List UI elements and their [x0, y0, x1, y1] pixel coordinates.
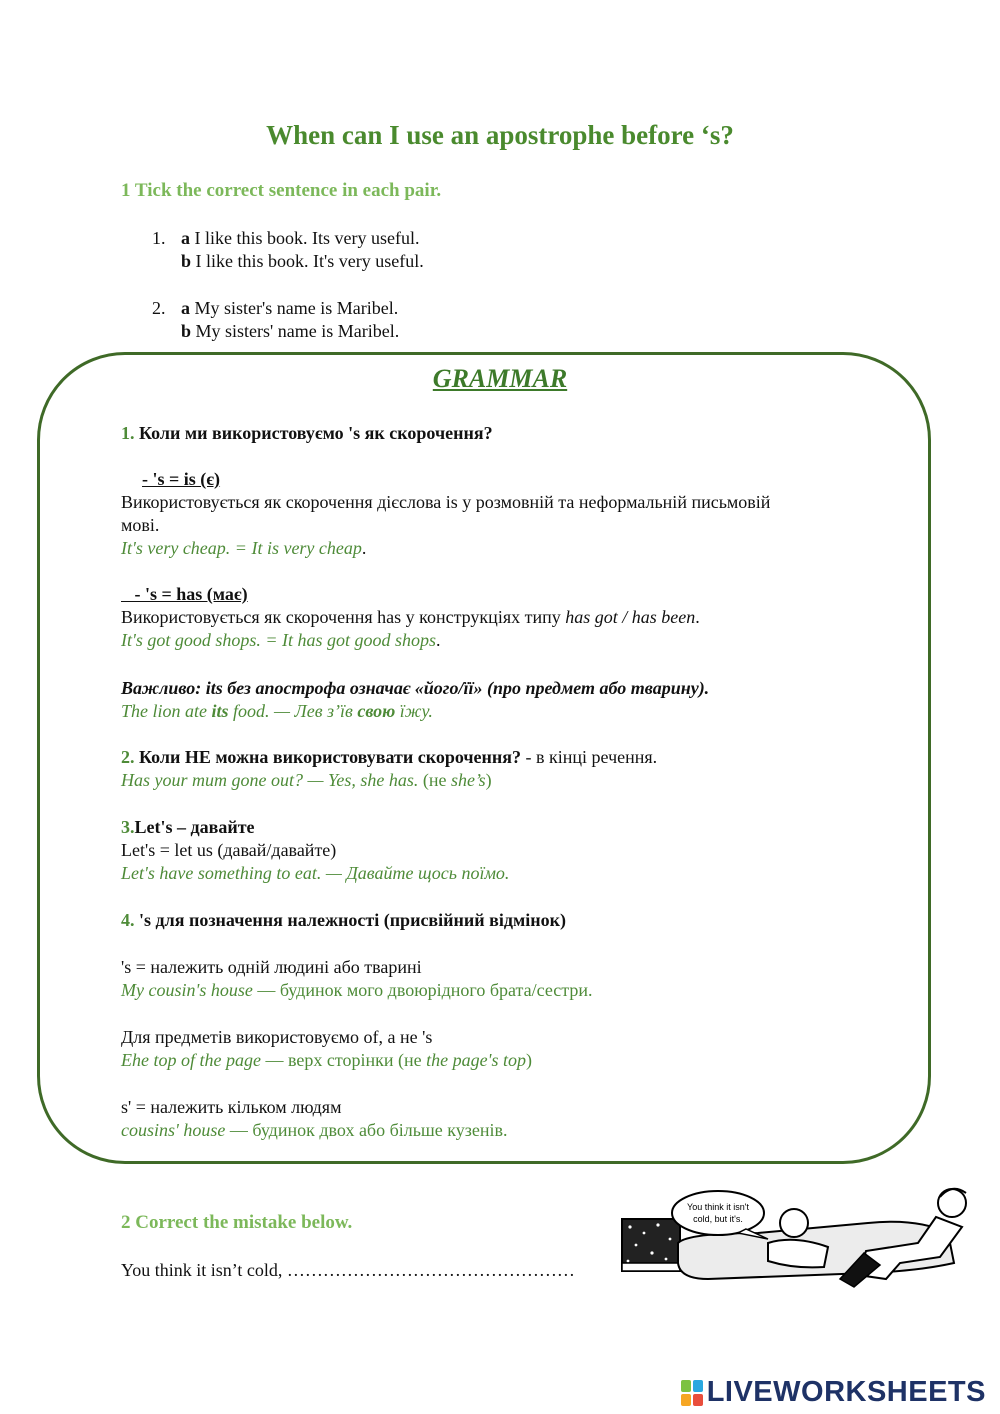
liveworksheets-logo — [681, 1376, 986, 1409]
option-letter: a — [181, 228, 190, 248]
example-part: Ehe top of the page — [121, 1050, 261, 1070]
option-text: My sisters' name is Maribel. — [191, 321, 400, 341]
possessive-rule-2: Для предметів використовуємо of, а не 's — [121, 1027, 433, 1047]
task1-item-1-option-a[interactable] — [181, 227, 419, 250]
section-number: 4. — [121, 910, 135, 930]
grammar-section-4-heading — [121, 909, 566, 932]
example-part: — будинок двох або більше кузенів. — [225, 1120, 508, 1140]
example-part: she’s — [450, 770, 486, 790]
task1-item-2-option-a[interactable] — [181, 297, 398, 320]
speech-bubble — [672, 1191, 764, 1235]
is-explanation-line2: мові. — [121, 515, 160, 535]
section-title: Коли НЕ можна використовувати скорочення? — [134, 747, 522, 767]
task1-item-2-number: 2. — [152, 298, 166, 318]
its-example-part: The lion ate — [121, 701, 212, 721]
lets-explanation: Let's = let us (давай/давайте) — [121, 840, 337, 860]
its-example — [121, 700, 433, 723]
subheading-is: - 's = is (є) — [142, 469, 221, 489]
section-number: 3. — [121, 817, 135, 837]
task2-sentence[interactable]: You think it isn’t cold, ………………………………………… — [121, 1260, 575, 1280]
person-left-head — [780, 1209, 808, 1237]
example-part: Has your mum gone out? — Yes, she has. — [121, 770, 419, 790]
grammar-section-1-heading — [121, 422, 493, 445]
person-right-head — [938, 1189, 966, 1217]
task2-heading: 2 Correct the mistake below. — [121, 1212, 353, 1233]
is-explanation-line1: Використовується як скорочення дієслова is у розмовній та неформальній письмовій — [121, 492, 771, 512]
its-example-part: food. — Лев з’їв — [228, 701, 358, 721]
example-part: (не — [418, 770, 451, 790]
example-part: the page's top — [426, 1050, 526, 1070]
section-tail: - в кінці речення. — [521, 747, 658, 767]
section-title: Let's – давайте — [134, 817, 255, 837]
section-number: 1. — [121, 423, 135, 443]
task1-item-1-number: 1. — [152, 228, 166, 248]
subheading-has — [121, 583, 248, 606]
has-example: It's got good shops. = It has got good shops. — [121, 630, 441, 650]
has-explanation: Використовується як скорочення has у конструкціях типу has got / has been. — [121, 607, 700, 627]
possessive-example-3 — [121, 1119, 508, 1142]
is-example: It's very cheap. = It is very cheap. — [121, 538, 367, 558]
page-title: When can I use an apostrophe before ‘s? — [266, 120, 734, 150]
task1-item-1-option-b[interactable] — [181, 250, 424, 273]
logo-text: LIVEWORKSHEETS — [706, 1376, 986, 1408]
example-part: — верх сторінки (не — [260, 1050, 427, 1070]
example-text: It's very cheap. = It is very cheap — [121, 538, 362, 558]
subheading-has-text: - 's = has (має) — [134, 584, 248, 604]
possessive-example-2 — [121, 1049, 532, 1072]
logo-icon — [681, 1380, 703, 1406]
option-text: I like this book. Its very useful. — [190, 228, 420, 248]
lets-example: Let's have something to eat. — Давайте щось поїмо. — [121, 863, 510, 883]
its-example-bold: свою — [357, 701, 396, 721]
example-text: It's got good shops. = It has got good shops — [121, 630, 437, 650]
bubble-text-line2: cold, but it's. — [693, 1214, 743, 1224]
possessive-rule-1: 's = належить одній людині або тварині — [121, 957, 422, 977]
option-text: I like this book. It's very useful. — [191, 251, 424, 271]
task1-heading: 1 Tick the correct sentence in each pair. — [121, 180, 442, 201]
possessive-example-1 — [121, 979, 592, 1002]
example-part: cousins' house — [121, 1120, 226, 1140]
section-title: 's для позначення належності (присвійний відмінок) — [134, 910, 566, 930]
bubble-text-line1: You think it isn't — [687, 1202, 749, 1212]
grammar-title: GRAMMAR — [432, 364, 568, 393]
grammar-section-3-heading — [121, 816, 255, 839]
section-2-example — [121, 769, 492, 792]
example-part: ) — [525, 1050, 532, 1070]
task1-item-2-option-b[interactable] — [181, 320, 399, 343]
option-letter: b — [181, 251, 192, 271]
grammar-section-2-heading — [121, 746, 657, 769]
important-note: Важливо: its без апострофа означає «його/її» (про предмет або тварину). — [121, 678, 710, 698]
section-number: 2. — [121, 747, 135, 767]
section-title: Коли ми використовуємо 's як скорочення? — [134, 423, 493, 443]
possessive-rule-3: s' = належить кільком людям — [121, 1097, 342, 1117]
option-text: My sister's name is Maribel. — [190, 298, 399, 318]
has-explanation-italic: has got / has been — [565, 607, 696, 627]
example-part: ) — [485, 770, 492, 790]
option-letter: b — [181, 321, 192, 341]
its-example-bold: its — [211, 701, 229, 721]
has-explanation-text: Використовується як скорочення has у конструкціях типу — [121, 607, 566, 627]
example-part: My cousin's house — [121, 980, 253, 1000]
example-part: — будинок мого двоюрідного брата/сестри. — [252, 980, 593, 1000]
its-example-part: їжу. — [395, 701, 433, 721]
cartoon-illustration — [618, 1183, 990, 1301]
option-letter: a — [181, 298, 190, 318]
